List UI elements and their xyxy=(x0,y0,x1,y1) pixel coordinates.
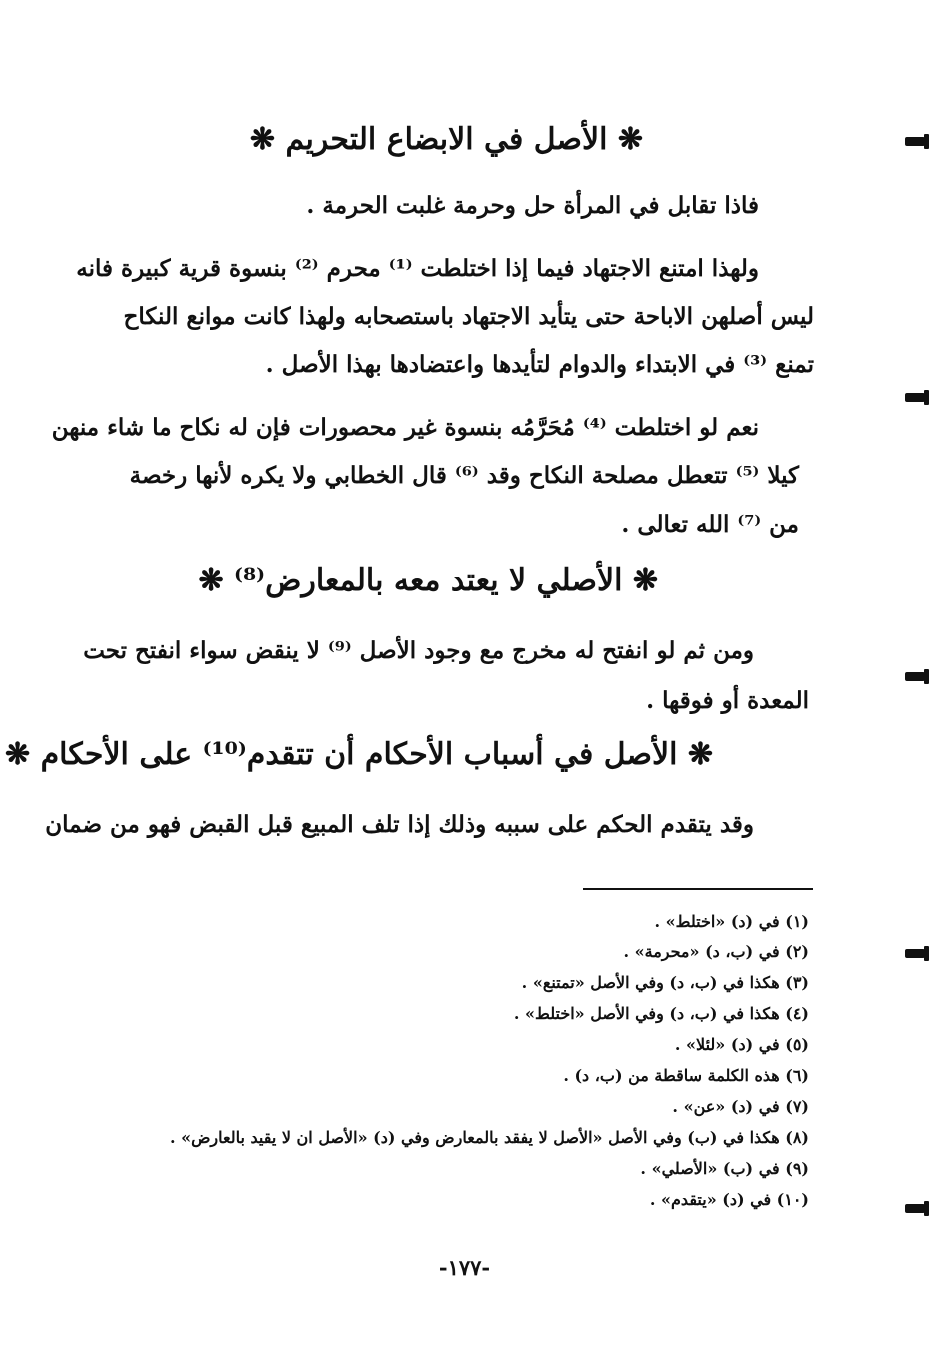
paragraph-line: ليس أصلهن الاباحة حتى يتأيد الاجتهاد باستصحابه ولهذا كانت موانع النكاح xyxy=(123,303,814,330)
paragraph-line: ولهذا امتنع الاجتهاد فيما إذا اختلطت ⁽¹⁾ محرم ⁽²⁾ بنسوة قرية كبيرة فانه xyxy=(76,255,759,282)
footnote: (٣) هكذا في (ب، د) وفي الأصل «تمتنع» . xyxy=(521,973,809,992)
binding-mark xyxy=(905,393,925,402)
footnote: (٥) في (د) «لئلا» . xyxy=(674,1035,809,1054)
paragraph-line: ومن ثم لو انفتح له مخرج مع وجود الأصل ⁽⁹⁾ لا ينقض سواء انفتح تحت xyxy=(83,637,754,664)
paragraph-line: نعم لو اختلطت ⁽⁴⁾ مُحَرَّمُه بنسوة غير محصورات فإن له نكاح ما شاء منهن xyxy=(51,414,759,441)
heading-original-not-countered: ❋ الأصلي لا يعتد معه بالمعارض⁽⁸⁾ ❋ xyxy=(198,563,658,598)
footnote: (١) في (د) «اختلط» . xyxy=(654,912,809,931)
binding-mark xyxy=(905,1204,925,1213)
footnote: (٩) في (ب) «الأصلي» . xyxy=(640,1159,809,1178)
footnote: (٦) هذه الكلمة ساقطة من (ب، د) . xyxy=(563,1066,809,1085)
heading-causes-precede-rulings: ❋ الأصل في أسباب الأحكام أن تتقدم⁽¹⁰⁾ على الأحكام ❋ xyxy=(5,737,713,772)
paragraph-line: كيلا ⁽⁵⁾ تتعطل مصلحة النكاح وقد ⁽⁶⁾ قال الخطابي ولا يكره لأنها رخصة xyxy=(129,462,799,489)
paragraph-line: فاذا تقابل في المرأة حل وحرمة غلبت الحرمة . xyxy=(306,192,759,219)
page-number: -١٧٧- xyxy=(438,1255,491,1280)
paragraph-line: من ⁽⁷⁾ الله تعالى . xyxy=(621,511,799,538)
footnote: (٢) في (ب، د) «محرمة» . xyxy=(623,942,809,961)
paragraph-line: وقد يتقدم الحكم على سببه وذلك إذا تلف المبيع قبل القبض فهو من ضمان xyxy=(45,811,754,838)
footnote: (٤) هكذا في (ب، د) وفي الأصل «اختلط» . xyxy=(513,1004,809,1023)
binding-mark xyxy=(905,137,925,146)
footnote-separator xyxy=(583,888,813,890)
footnote: (٨) هكذا في (ب) وفي الأصل «الأصل لا يفقد بالمعارض وفي (د) «الأصل ان لا يقيد بالعارض» . xyxy=(169,1128,809,1147)
footnote: (١٠) في (د) «يتقدم» . xyxy=(649,1190,809,1209)
binding-mark xyxy=(905,949,925,958)
binding-mark xyxy=(905,672,925,681)
paragraph-line: المعدة أو فوقها . xyxy=(646,687,809,714)
footnote: (٧) في (د) «عن» . xyxy=(672,1097,809,1116)
paragraph-line: تمنع ⁽³⁾ في الابتداء والدوام لتأيدها واعتضادها بهذا الأصل . xyxy=(265,351,814,378)
heading-original-rule-prohibition: ❋ الأصل في الابضاع التحريم ❋ xyxy=(249,122,643,157)
